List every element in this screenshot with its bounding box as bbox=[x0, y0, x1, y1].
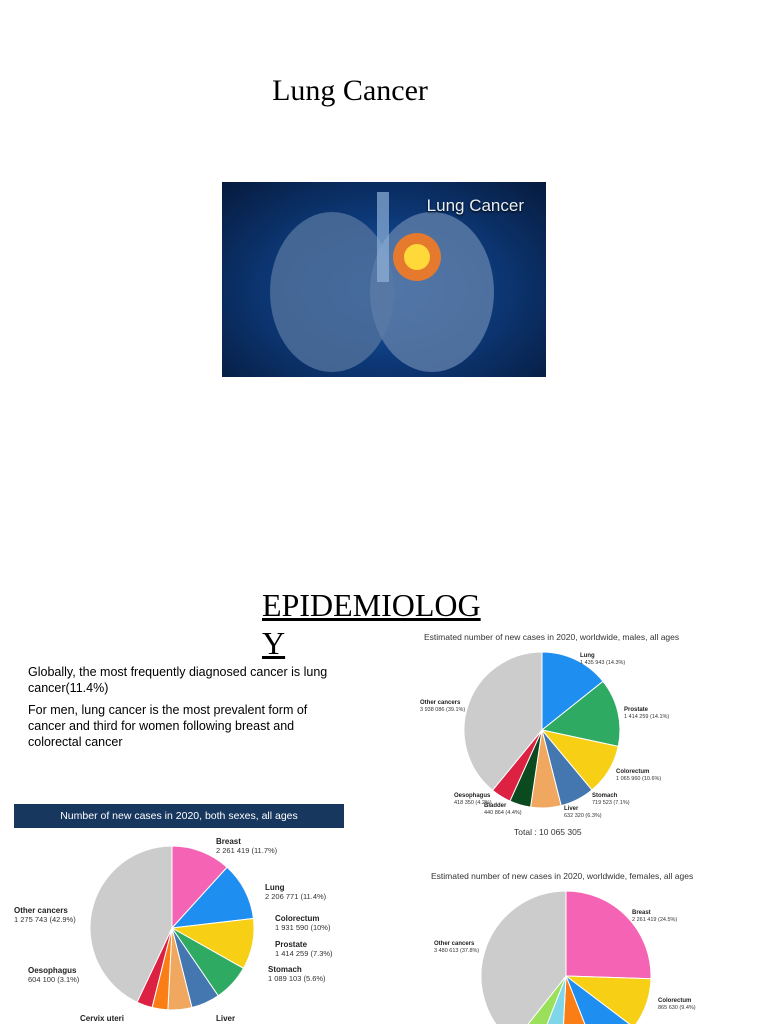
slice-value-label: 604 100 (3.1%) bbox=[28, 975, 80, 984]
slice-label: Liver bbox=[216, 1014, 236, 1023]
slice-label: Cervix uteri bbox=[80, 1014, 125, 1023]
slice-label: Prostate bbox=[624, 707, 649, 713]
slice-value-label: 2 206 771 (11.4%) bbox=[265, 892, 327, 901]
lung-cancer-image bbox=[222, 182, 546, 377]
slice-label: Colorectum bbox=[658, 998, 692, 1004]
hero-label: Lung Cancer bbox=[426, 196, 524, 215]
chart-males bbox=[412, 645, 732, 850]
chart1-title: Number of new cases in 2020, both sexes, all ages bbox=[14, 804, 344, 828]
chart2-title: Estimated number of new cases in 2020, worldwide, males, all ages bbox=[424, 632, 680, 642]
slice-label: Other cancers bbox=[14, 906, 68, 915]
slice-value-label: 1 414 259 (7.3%) bbox=[275, 949, 333, 958]
slice-label: Liver bbox=[564, 806, 579, 812]
slice-value-label: 1 435 943 (14.3%) bbox=[580, 660, 626, 666]
slice-value-label: 1 089 103 (5.6%) bbox=[268, 974, 326, 983]
slice-label: Bladder bbox=[484, 803, 507, 809]
slice-value-label: 2 261 419 (11.7%) bbox=[216, 846, 278, 855]
slice-label: Stomach bbox=[592, 793, 618, 799]
slice-label: Other cancers bbox=[434, 941, 475, 947]
chart-both-sexes bbox=[0, 828, 360, 1024]
section-heading: EPIDEMIOLOGY bbox=[262, 587, 481, 661]
slice-label: Oesophagus bbox=[454, 793, 491, 799]
slice-value-label: 418 350 (4.2%) bbox=[454, 800, 492, 806]
slice-value-label: 1 275 743 (42.9%) bbox=[14, 915, 76, 924]
slice-label: Colorectum bbox=[275, 914, 320, 923]
slice-label: Lung bbox=[580, 653, 595, 659]
slice-label: Prostate bbox=[275, 940, 308, 949]
slice-value-label: 1 931 590 (10%) bbox=[275, 923, 331, 932]
slice-label: Oesophagus bbox=[28, 966, 77, 975]
bullet-item: Globally, the most frequently diagnosed cancer is lung cancer(11.4%) bbox=[28, 665, 328, 695]
page-title: Lung Cancer bbox=[272, 74, 428, 107]
slice-value-label: 3 938 086 (39.1%) bbox=[420, 707, 466, 713]
bullet-item: For men, lung cancer is the most prevalent form of cancer and third for women following breast and colorectal cancer bbox=[28, 703, 308, 749]
slice-label: Breast bbox=[632, 910, 651, 916]
slice-label: Lung bbox=[265, 883, 285, 892]
slice-label: Stomach bbox=[268, 965, 302, 974]
slice-value-label: 440 864 (4.4%) bbox=[484, 810, 522, 816]
chart-females bbox=[420, 884, 740, 1024]
slice-label: Breast bbox=[216, 837, 241, 846]
slice-value-label: 2 261 419 (24.5%) bbox=[632, 917, 678, 923]
slice-value-label: 1 065 960 (10.6%) bbox=[616, 776, 662, 782]
slice-value-label: 865 630 (9.4%) bbox=[658, 1005, 696, 1011]
chart3-title: Estimated number of new cases in 2020, worldwide, females, all ages bbox=[431, 871, 694, 881]
pie-slice-breast bbox=[566, 891, 651, 979]
slice-value-label: 632 320 (6.3%) bbox=[564, 813, 602, 819]
slice-value-label: 1 414 259 (14.1%) bbox=[624, 714, 670, 720]
bullet-list bbox=[28, 664, 348, 756]
slice-label: Colorectum bbox=[616, 769, 650, 775]
slice-label: Other cancers bbox=[420, 700, 461, 706]
slice-value-label: 719 523 (7.1%) bbox=[592, 800, 630, 806]
slice-value-label: 3 480 613 (37.8%) bbox=[434, 948, 480, 954]
chart2-total: Total : 10 065 305 bbox=[514, 827, 582, 837]
